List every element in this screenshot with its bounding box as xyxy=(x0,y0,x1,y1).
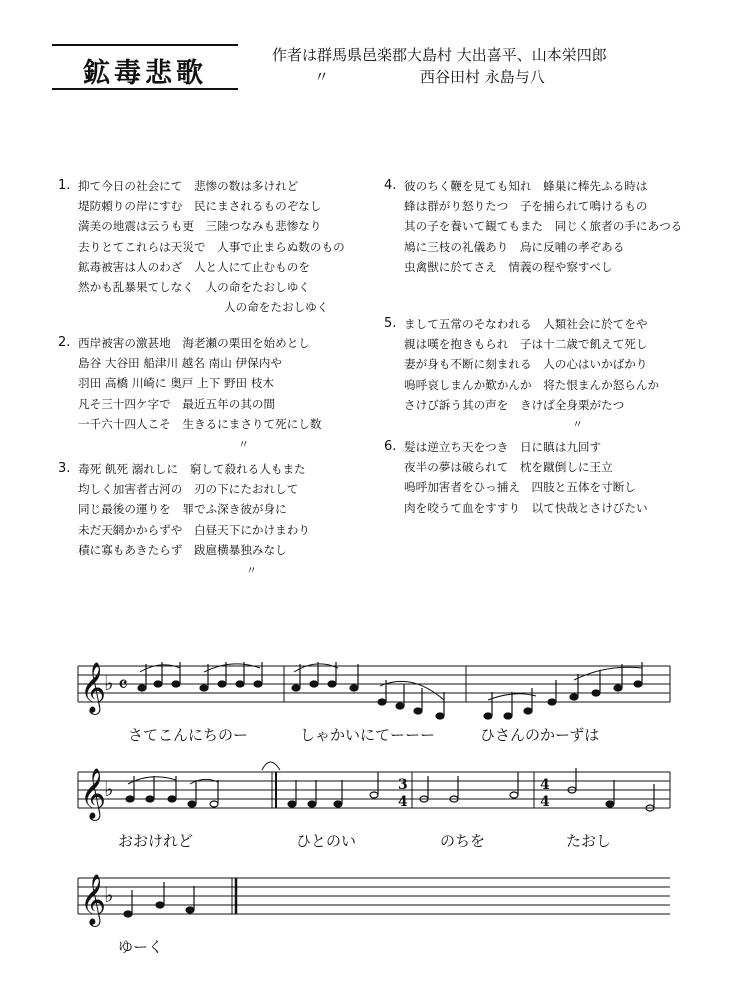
common-time-icon: 𝄴 xyxy=(118,673,128,698)
verse-line: 満美の地震は云うも更 三陸つなみも悲惨なり xyxy=(78,219,322,234)
notes-staff-1 xyxy=(138,662,642,719)
verse-number: 3. xyxy=(58,461,71,476)
verse-line: 肉を咬うて血をすすり 以て快哉とさけびたい xyxy=(404,500,648,515)
lyric-row2-seg2: ひとのい xyxy=(296,832,357,850)
staff-3 xyxy=(78,878,670,914)
verse-line: 鳩に三枝の礼儀あり 烏に反哺の孝ぞある xyxy=(404,239,625,254)
verse-line: 凡そ三十四ケ字で 最近五年の其の間 xyxy=(78,396,276,411)
staff-1 xyxy=(78,666,670,702)
flat-icon: ♭ xyxy=(104,777,114,801)
verse-line: 其の子を養いて観てもまた 同じく旅者の手にあつる xyxy=(404,219,683,234)
flat-icon: ♭ xyxy=(104,883,114,907)
verse-line: 鉱毒被害は人のわざ 人と人にて止むものを xyxy=(78,259,310,274)
time-sig-bottom: 4 xyxy=(540,794,550,810)
verse-line: 西岸被害の激甚地 海老瀬の栗田を始めとし xyxy=(78,336,310,350)
lyric-row3-seg1: ゆーく xyxy=(118,938,164,956)
lyric-row2-seg3: のちを xyxy=(440,832,486,850)
verse-line: 彼のちく鞭を見ても知れ 蜂巣に棒先ふる時は xyxy=(404,179,648,193)
verse-line: 親は嘆を抱きもられ 子は十二歳で飢えて死し xyxy=(404,337,648,352)
lyric-row2-seg1: おおけれど xyxy=(118,832,194,850)
treble-clef-icon: 𝄞 xyxy=(80,874,107,925)
verse-number: 6. xyxy=(384,439,397,454)
verse-line: さけび訴う其の声を きけば全身栗がたつ xyxy=(404,397,625,412)
ditto-mark: 〃 xyxy=(246,564,257,577)
verse-line: 夜半の夢は破られて 枕を蹴倒しに王立 xyxy=(404,460,613,475)
slurs-staff-1 xyxy=(140,664,642,700)
lyric-row2-seg4: たおし xyxy=(566,832,612,850)
time-sig-top: 3 xyxy=(398,777,408,793)
verse-line: 島谷 大谷田 船津川 越名 南山 伊保内や xyxy=(78,356,282,371)
verse-line: 同じ最後の運りを 罪でふ深き彼が身に xyxy=(78,502,287,517)
verse-line: 嗚呼加害者をひっ捕え 四肢と五体を寸断し xyxy=(404,480,636,495)
verse-line: 妻が身も不断に刻まれる 人の心はいかばかり xyxy=(404,357,648,372)
treble-clef-icon: 𝄞 xyxy=(80,662,107,713)
verse-line: 一千六十四人こそ 生きるにまさりて死にし数 xyxy=(78,416,322,431)
ditto-mark: 〃 xyxy=(238,438,249,451)
verse-line: 虫禽獣に於てさえ 情義の程や察すべし xyxy=(404,259,613,274)
verse-number: 4. xyxy=(384,178,397,193)
verse-line: 毒死 飢死 溺れしに 窮して殺れる人もまた xyxy=(78,462,306,476)
time-sig-bottom: 4 xyxy=(398,794,408,810)
verse-line: 堤防頼りの岸にすむ 民にまされるものぞなし xyxy=(78,199,322,214)
page-title: 鉱毒悲歌 xyxy=(83,58,207,89)
verse-line: 未だ天網かからずや 白昼天下にかけまわり xyxy=(78,522,310,537)
credit-line-1: 作者は群馬県邑楽郡大島村 大出喜平、山本栄四郎 xyxy=(272,46,607,64)
flat-icon: ♭ xyxy=(104,671,114,695)
verse-line: 髪は逆立ち天をつき 日に瞋は九回す xyxy=(404,440,602,454)
credit-line-2: 西谷田村 永島与八 xyxy=(420,68,545,86)
verse-line: 均しく加害者古河の 刃の下にたおれして xyxy=(78,482,299,497)
verse-line: 蜂は群がり怒りたつ 子を捕られて鳴けるもの xyxy=(404,199,648,214)
verse-line: 去りとてこれらは天災で 人事で止まらぬ数のもの xyxy=(78,239,345,254)
verse-number: 5. xyxy=(384,316,397,331)
verse-line: 抑て今日の社会にて 悲惨の数は多けれど xyxy=(78,179,299,193)
verse-line: 積に寡もあきたらず 跋扈横暴独みなし xyxy=(78,542,287,557)
lyric-row1-seg2: しゃかいにてーーー xyxy=(300,726,436,744)
verse-number: 2. xyxy=(58,335,71,350)
lyric-row1-seg3: ひさんのかーずは xyxy=(480,726,600,744)
ditto-mark: 〃 xyxy=(572,418,583,431)
verse-number: 1. xyxy=(58,178,71,193)
verse-line: 嗚呼哀しまんか歎かんか 将た恨まんか怒らんか xyxy=(404,377,660,392)
verse-line: 然かも乱暴果てしなく 人の命をたおしゆく xyxy=(78,280,310,295)
lyric-row1-seg1: さてこんにちのー xyxy=(128,726,249,744)
credit-ditto-mark: 〃 xyxy=(314,68,330,86)
treble-clef-icon: 𝄞 xyxy=(80,768,107,819)
verse-line: 羽田 高橋 川崎に 奥戸 上下 野田 枝木 xyxy=(78,376,275,391)
verse-line: まして五常のそなわれる 人類社会に於てをや xyxy=(404,317,648,331)
time-sig-top: 4 xyxy=(540,777,550,793)
verse-line: 人の命をたおしゆく xyxy=(224,300,329,315)
